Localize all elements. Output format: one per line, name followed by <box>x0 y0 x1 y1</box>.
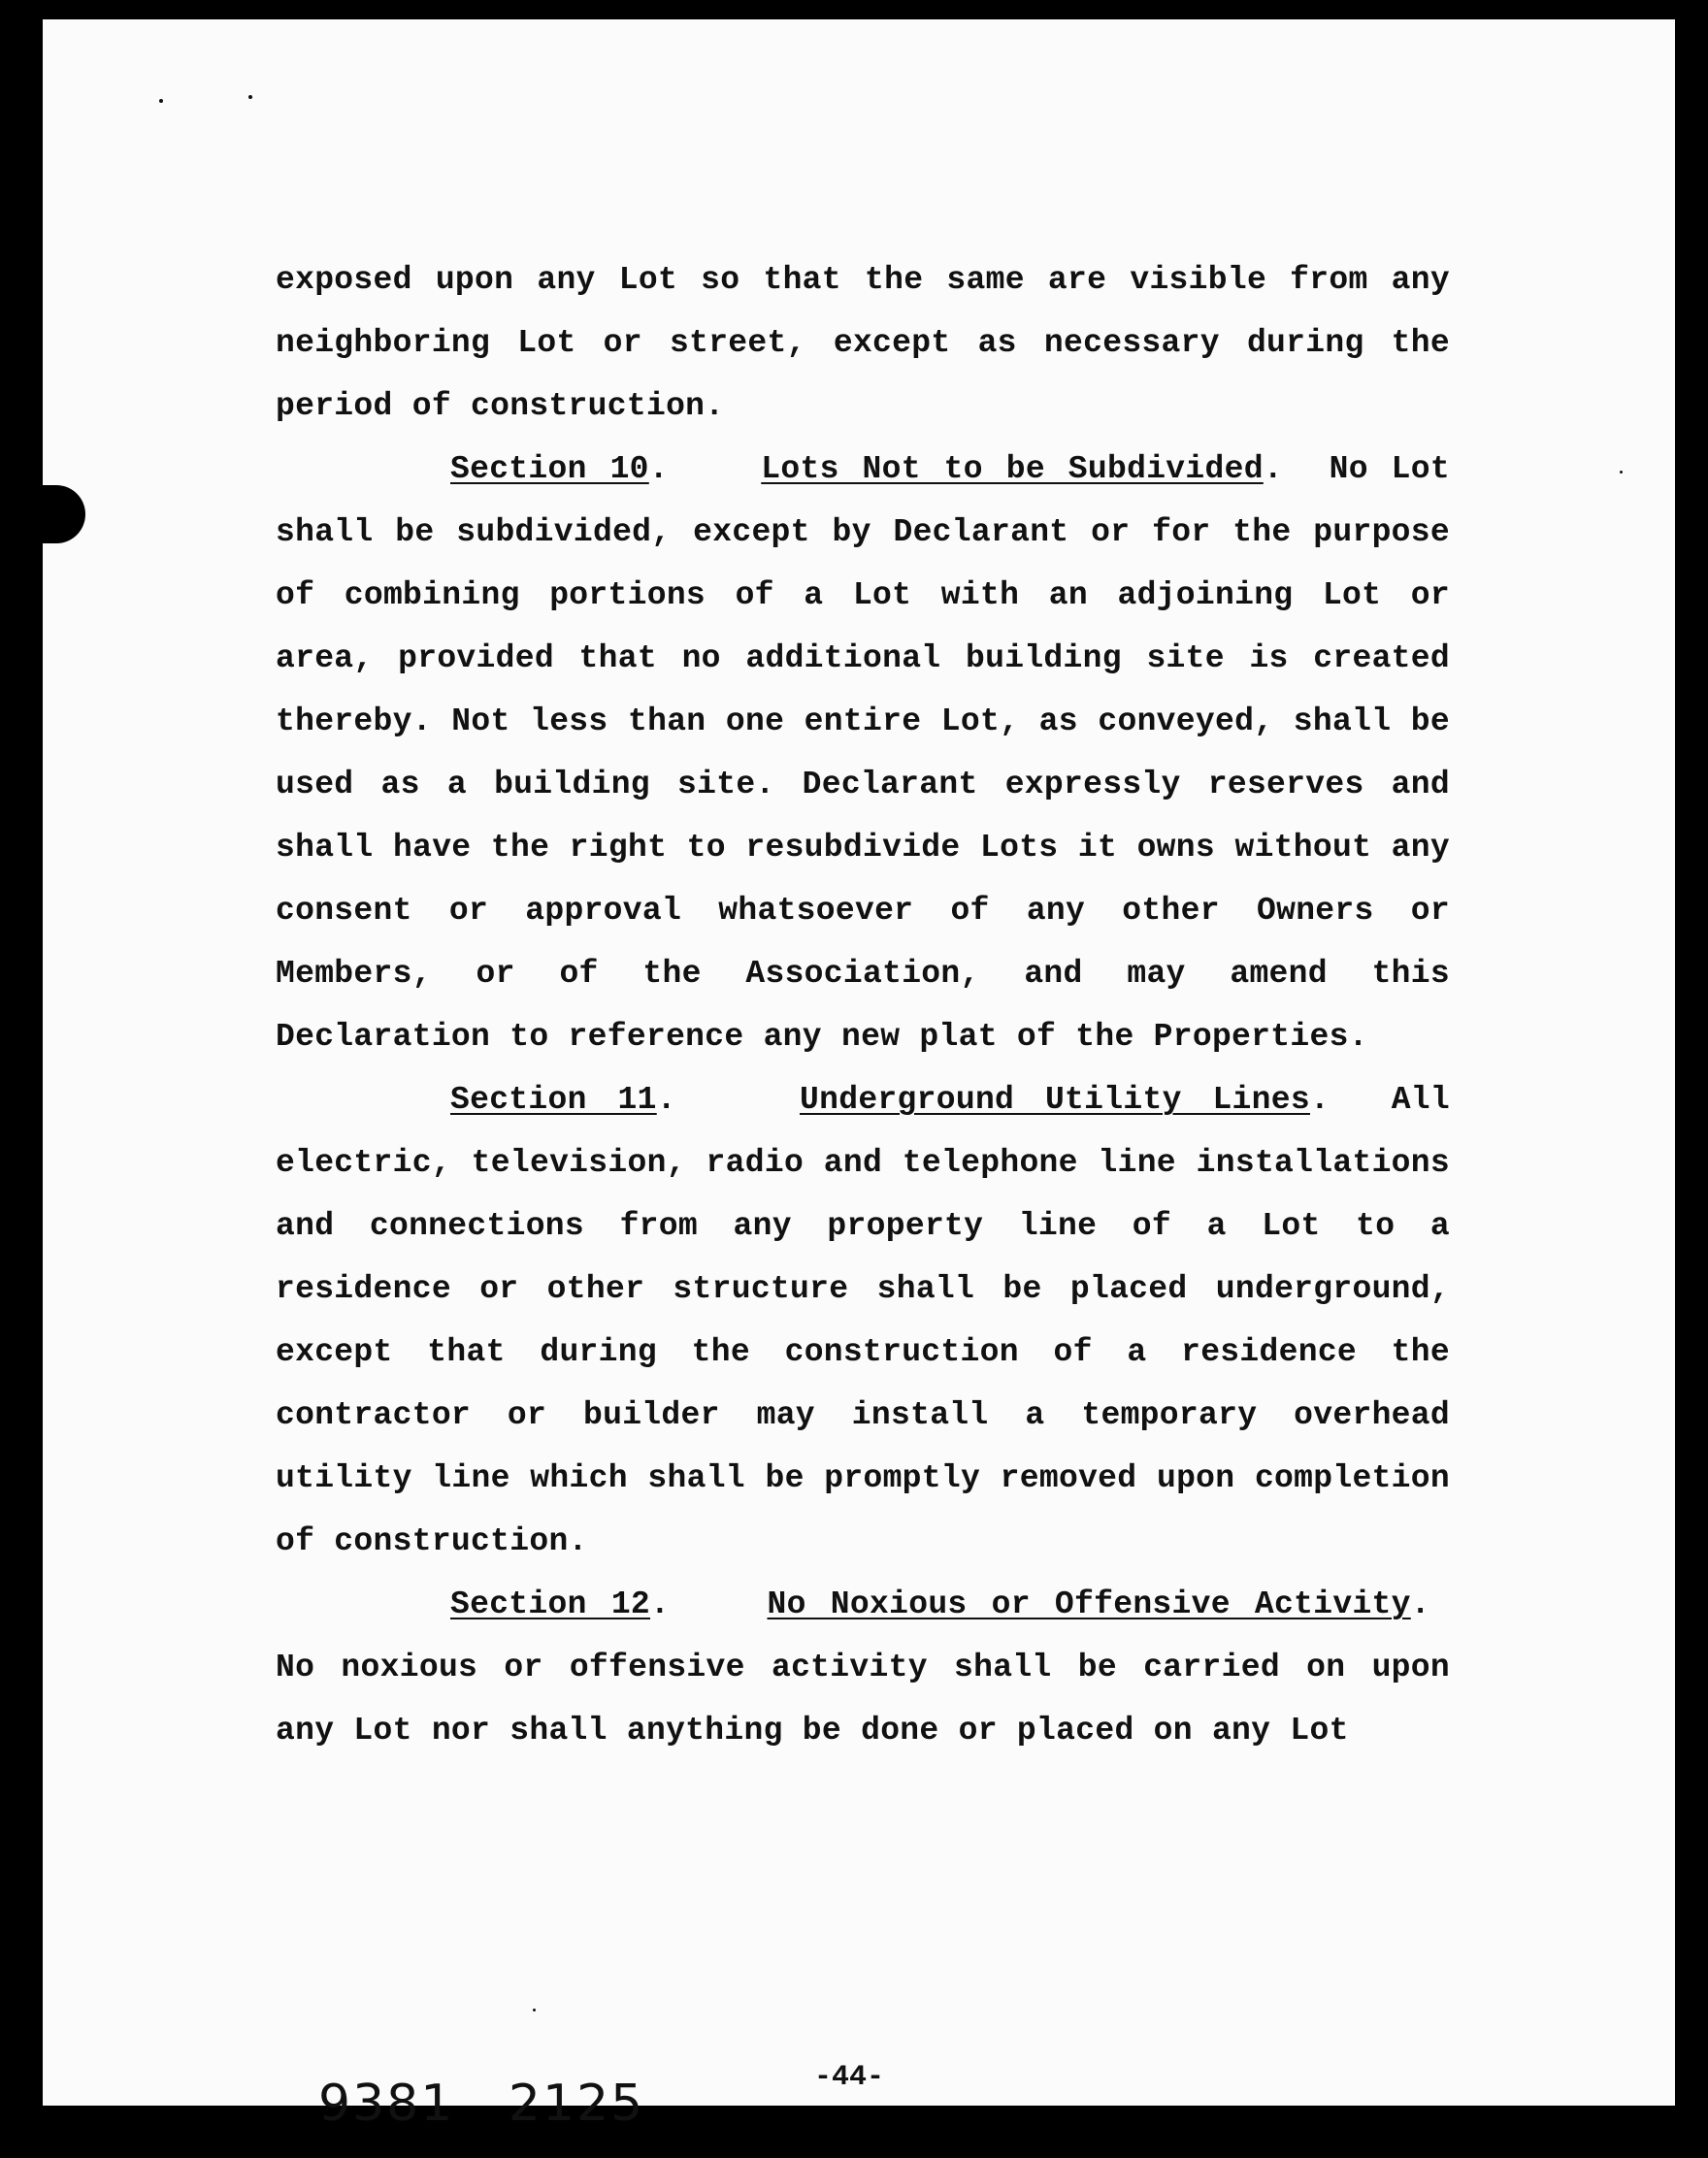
section-12: Section 12. No Noxious or Offensive Activity. No noxious or offensive activity shall be carried on upon any Lot nor shall anything be done or placed on any Lot <box>276 1586 1450 1749</box>
paragraph-continuation: exposed upon any Lot so that the same are visible from any neighboring Lot or street, except as necessary during the period of construction. <box>276 262 1450 424</box>
section-11: Section 11. Underground Utility Lines. All electric, television, radio and telephone line installations and connections from any property line of a Lot to a residence or other structure shall be placed underground, except that during the construction of a residence the contractor or builder may install a temporary overhead utility line which shall be promptly removed upon completion of construction. <box>276 1082 1450 1559</box>
document-number: 9381 2125 <box>318 2075 645 2133</box>
page-number: -44- <box>814 2061 885 2094</box>
scan-speck <box>248 95 252 99</box>
section-12-label: Section 12 <box>450 1586 651 1622</box>
section-10-label: Section 10 <box>450 451 649 487</box>
scan-speck <box>533 2009 536 2011</box>
section-12-title: No Noxious or Offensive Activity <box>767 1586 1411 1622</box>
section-10-title: Lots Not to be Subdivided <box>761 451 1264 487</box>
scan-speck <box>159 99 163 103</box>
section-11-label: Section 11 <box>450 1082 657 1118</box>
section-10-text: No Lot shall be subdivided, except by Declarant or for the purpose of combining portions of a Lot with an adjoining Lot or area, provided that no additional building site is created thereby. Not less than one entire Lot, as conveyed, shall be used as a building site. Declarant expressly reserves and shall have the right to resubdivide Lots it owns without any consent or approval whatsoever of any other Owners or Members, or of the Association, and may amend this Declaration to reference any new plat of the Properties. <box>276 451 1450 1055</box>
section-11-text: All electric, television, radio and telephone line installations and connections from any property line of a Lot to a residence or other structure shall be placed underground, except that during the construction of a residence the contractor or builder may install a temporary overhead utility line which shall be promptly removed upon completion of construction. <box>276 1082 1450 1559</box>
section-11-title: Underground Utility Lines <box>800 1082 1310 1118</box>
scan-edge-mark <box>0 485 85 543</box>
section-10: Section 10. Lots Not to be Subdivided. No Lot shall be subdivided, except by Declarant or for the purpose of combining portions of a Lot with an adjoining Lot or area, provided that no additional building site is created thereby. Not less than one entire Lot, as conveyed, shall be used as a building site. Declarant expressly reserves and shall have the right to resubdivide Lots it owns without any consent or approval whatsoever of any other Owners or Members, or of the Association, and may amend this Declaration to reference any new plat of the Properties. <box>276 451 1450 1055</box>
document-page <box>43 19 1675 2133</box>
document-body <box>276 248 1450 1762</box>
scan-speck <box>1620 471 1623 474</box>
section-12-text: No noxious or offensive activity shall be carried on upon any Lot nor shall anything be done or placed on any Lot <box>276 1650 1450 1749</box>
